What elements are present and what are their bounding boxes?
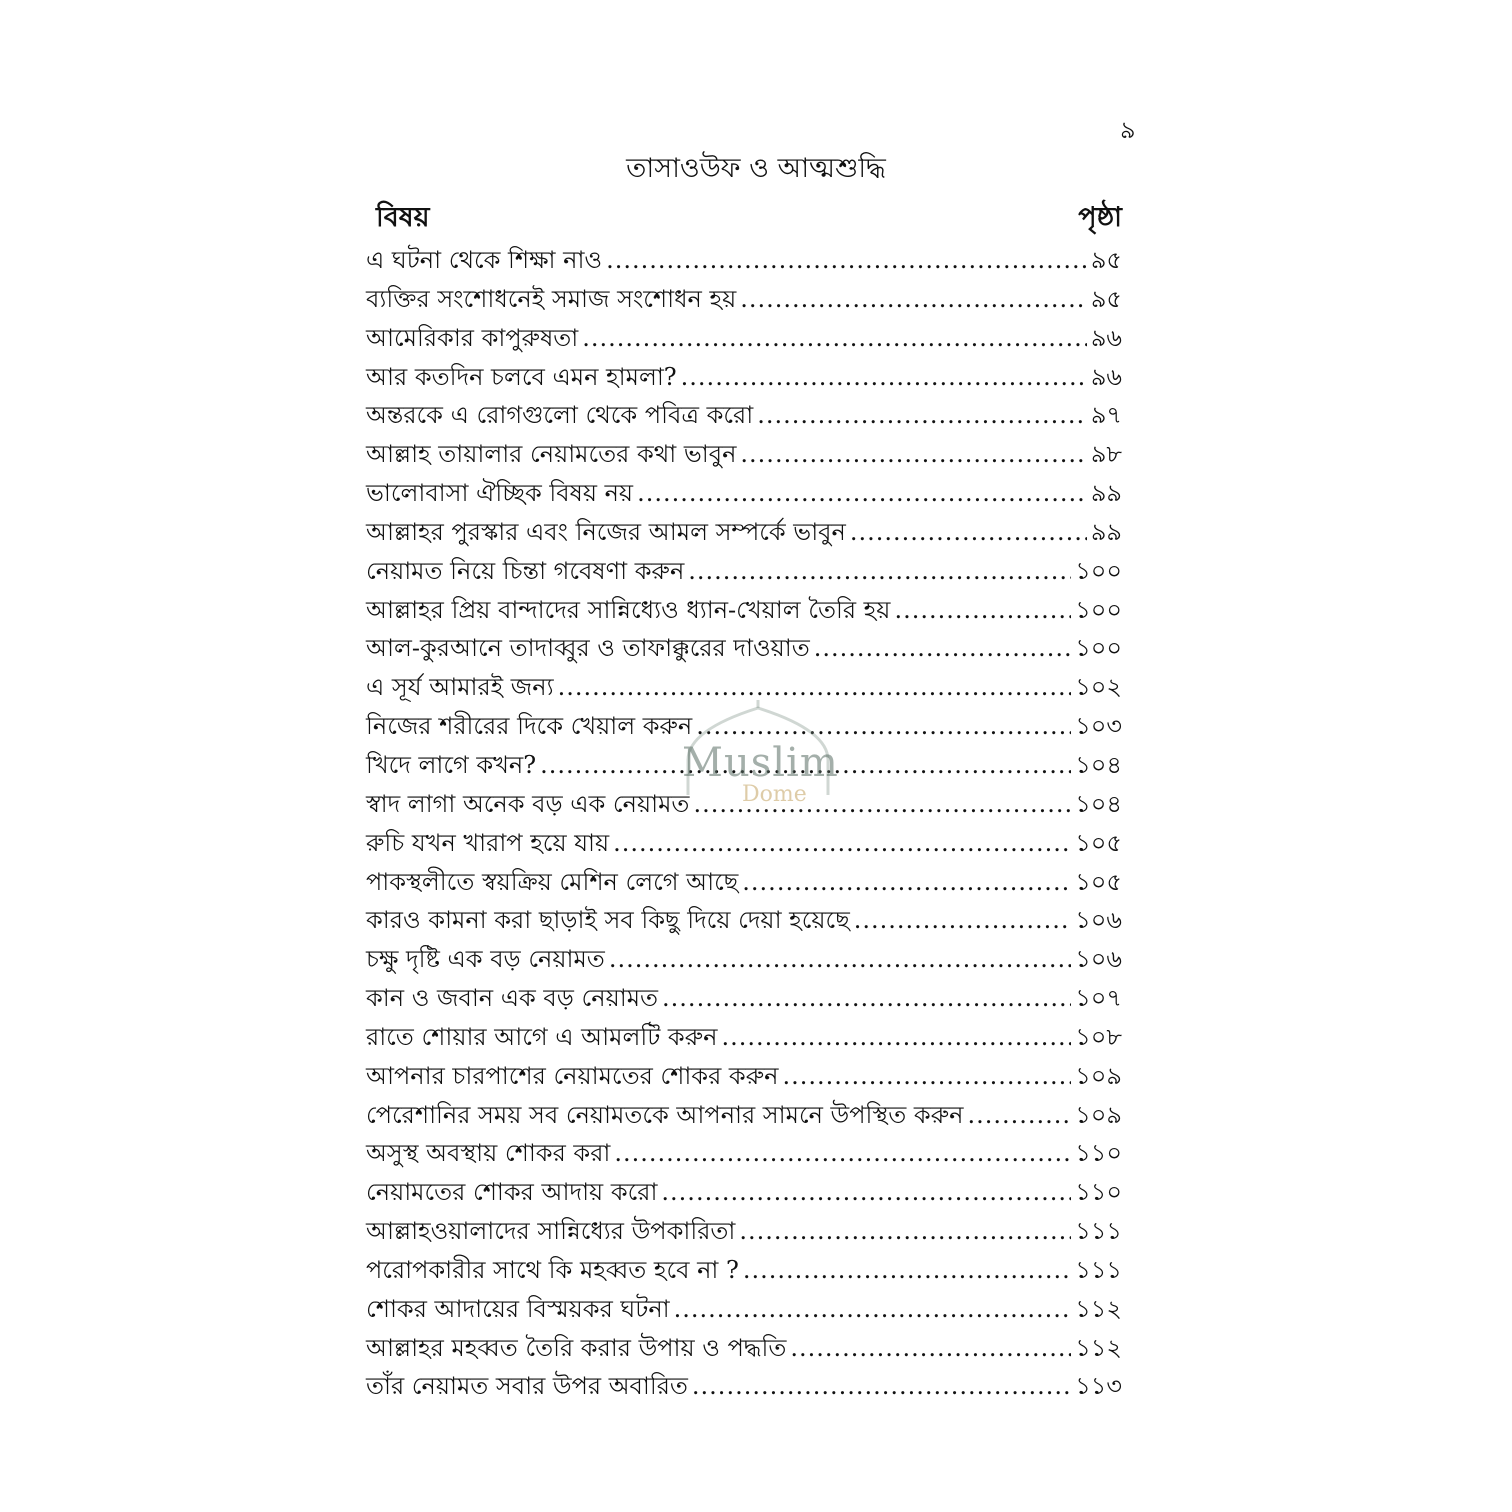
toc-dot-leader	[674, 1295, 1072, 1323]
toc-dot-leader	[739, 1217, 1071, 1245]
toc-entry	[366, 1291, 1122, 1330]
toc-entry	[366, 864, 1122, 903]
toc-entry-title: রাতে শোয়ার আগে এ আমলটি করুন	[366, 1022, 718, 1051]
toc-entry-page: ১০৬	[1075, 906, 1122, 935]
toc-dot-leader	[894, 596, 1071, 624]
toc-entry-title: অসুস্থ অবস্থায় শোকর করা	[366, 1139, 611, 1168]
toc-header-page: পৃষ্ঠা	[1078, 202, 1122, 233]
toc-dot-leader	[662, 984, 1071, 1012]
toc-entry-title: আমেরিকার কাপুরুষতা	[366, 323, 579, 352]
toc-entry	[366, 980, 1122, 1019]
toc-entry-title: অন্তরকে এ রোগগুলো থেকে পবিত্র করো	[366, 401, 754, 430]
toc-entry-page: ১১২	[1075, 1294, 1122, 1323]
toc-entry-title: আল্লাহর পুরস্কার এবং নিজের আমল সম্পর্কে ভাবুন	[366, 517, 846, 546]
toc-dot-leader	[614, 1139, 1071, 1167]
toc-dot-leader	[740, 285, 1087, 313]
toc-entry-title: আল্লাহর মহব্বত তৈরি করার উপায় ও পদ্ধতি	[366, 1333, 787, 1362]
toc-entry	[366, 1097, 1122, 1136]
toc-entry-page: ১০৪	[1075, 750, 1122, 779]
toc-entry-title: শোকর আদায়ের বিস্ময়কর ঘটনা	[366, 1294, 670, 1323]
toc-dot-leader	[740, 440, 1086, 468]
toc-dot-leader	[637, 479, 1087, 507]
toc-entry-page: ৯৬	[1090, 323, 1122, 352]
toc-dot-leader	[721, 1023, 1071, 1051]
toc-entry-title: স্বাদ লাগা অনেক বড় এক নেয়ামত	[366, 789, 690, 818]
toc-entry-title: আল-কুরআনে তাদাব্বুর ও তাফাক্কুরের দাওয়াত	[366, 634, 810, 663]
toc-entry-page: ১১৩	[1075, 1372, 1122, 1401]
toc-list	[366, 242, 1122, 1407]
toc-entry-page: ১০০	[1075, 556, 1122, 585]
toc-dot-leader	[814, 634, 1071, 662]
toc-entry	[366, 630, 1122, 669]
toc-dot-leader	[688, 557, 1071, 585]
toc-entry	[366, 320, 1122, 359]
toc-entry-page: ৯৫	[1090, 284, 1122, 313]
toc-entry-title: আল্লাহর প্রিয় বান্দাদের সান্নিধ্যেও ধ্যান-খেয়াল তৈরি হয়	[366, 595, 891, 624]
toc-entry	[366, 514, 1122, 553]
toc-entry-page: ১০৯	[1075, 1061, 1122, 1090]
toc-entry-page: ১০০	[1075, 595, 1122, 624]
toc-entry	[366, 592, 1122, 631]
toc-entry-title: এ সূর্য আমারই জন্য	[366, 673, 554, 702]
toc-entry-title: ব্যক্তির সংশোধনেই সমাজ সংশোধন হয়	[366, 284, 737, 313]
toc-entry-page: ১১০	[1075, 1139, 1122, 1168]
toc-entry-page: ১০৫	[1075, 867, 1122, 896]
toc-entry-title: নেয়ামত নিয়ে চিন্তা গবেষণা করুন	[366, 556, 685, 585]
toc-entry	[366, 1135, 1122, 1174]
toc-entry-page: ৯৮	[1090, 440, 1122, 469]
book-title: তাসাওউফ ও আত্মশুদ্ধি	[626, 153, 886, 184]
toc-dot-leader	[742, 868, 1071, 896]
toc-entry	[366, 436, 1122, 475]
toc-entry-page: ১০০	[1075, 634, 1122, 663]
watermark-logo	[668, 700, 848, 810]
toc-entry-page: ৯৯	[1090, 479, 1122, 508]
toc-entry-page: ১০৪	[1075, 789, 1122, 818]
toc-entry-page: ১০৩	[1075, 712, 1122, 741]
toc-entry	[366, 242, 1122, 281]
toc-entry-page: ৯৫	[1090, 246, 1122, 274]
toc-dot-leader	[609, 945, 1071, 973]
toc-entry	[366, 902, 1122, 941]
toc-entry	[366, 397, 1122, 436]
toc-entry	[366, 281, 1122, 320]
toc-entry	[366, 553, 1122, 592]
toc-entry	[366, 1174, 1122, 1213]
toc-entry	[366, 359, 1122, 398]
toc-entry-title: পাকস্থলীতে স্বয়ক্রিয় মেশিন লেগে আছে	[366, 867, 739, 896]
toc-entry-page: ১০৬	[1075, 945, 1122, 974]
toc-dot-leader	[850, 518, 1087, 546]
toc-entry	[366, 825, 1122, 864]
toc-entry-title: আল্লাহওয়ালাদের সান্নিধ্যের উপকারিতা	[366, 1217, 736, 1246]
toc-entry-page: ১০৭	[1075, 984, 1122, 1013]
toc-entry-page: ১০৮	[1075, 1022, 1122, 1051]
toc-entry-title: আপনার চারপাশের নেয়ামতের শোকর করুন	[366, 1061, 779, 1090]
toc-entry	[366, 1019, 1122, 1058]
toc-entry-page: ১১১	[1075, 1255, 1122, 1284]
toc-entry	[366, 1213, 1122, 1252]
toc-dot-leader	[558, 673, 1072, 701]
toc-dot-leader	[661, 1178, 1071, 1206]
toc-dot-leader	[613, 829, 1071, 857]
watermark-text: Muslim	[682, 740, 839, 786]
watermark-subtext: Dome	[742, 782, 807, 807]
toc-entry-title: আর কতদিন চলবে এমন হামলা?	[366, 362, 677, 391]
toc-entry	[366, 1058, 1122, 1097]
toc-entry-title: তাঁর নেয়ামত সবার উপর অবারিত	[366, 1372, 688, 1401]
toc-entry-page: ৯৯	[1090, 517, 1122, 546]
toc-dot-leader	[782, 1062, 1071, 1090]
toc-dot-leader	[854, 906, 1071, 934]
toc-entry	[366, 1330, 1122, 1369]
toc-entry-title: নিজের শরীরের দিকে খেয়াল করুন	[366, 712, 693, 741]
toc-entry	[366, 1368, 1122, 1407]
toc-entry-title: নেয়ামতের শোকর আদায় করো	[366, 1178, 658, 1207]
page-number: ৯	[1120, 116, 1136, 144]
toc-entry-page: ১১২	[1075, 1333, 1122, 1362]
toc-entry-title: পরোপকারীর সাথে কি মহব্বত হবে না ?	[366, 1255, 739, 1284]
toc-entry	[366, 941, 1122, 980]
toc-entry-page: ১০৯	[1075, 1100, 1122, 1129]
toc-entry-page: ১০৫	[1075, 828, 1122, 857]
toc-dot-leader	[606, 246, 1087, 274]
toc-header-topic: বিষয়	[376, 202, 430, 233]
toc-dot-leader	[757, 401, 1087, 429]
toc-entry-page: ১১১	[1075, 1217, 1122, 1246]
toc-entry-title: ভালোবাসা ঐচ্ছিক বিষয় নয়	[366, 479, 634, 508]
toc-entry-title: রুচি যখন খারাপ হয়ে যায়	[366, 828, 610, 857]
toc-entry	[366, 475, 1122, 514]
toc-entry-title: আল্লাহ তায়ালার নেয়ামতের কথা ভাবুন	[366, 440, 737, 469]
toc-entry	[366, 1252, 1122, 1291]
toc-dot-leader	[692, 1372, 1071, 1400]
toc-dot-leader	[743, 1256, 1071, 1284]
toc-dot-leader	[582, 324, 1087, 352]
toc-entry-title: কান ও জবান এক বড় নেয়ামত	[366, 984, 659, 1013]
toc-entry-title: এ ঘটনা থেকে শিক্ষা নাও	[366, 246, 603, 274]
toc-entry-title: পেরেশানির সময় সব নেয়ামতকে আপনার সামনে উপস্থিত করুন	[366, 1100, 964, 1129]
toc-dot-leader	[790, 1334, 1071, 1362]
toc-entry-page: ৯৭	[1090, 401, 1122, 430]
toc-entry-title: খিদে লাগে কখন?	[366, 750, 537, 779]
toc-entry-title: কারও কামনা করা ছাড়াই সব কিছু দিয়ে দেয়া হয়েছে	[366, 906, 850, 935]
toc-entry-title: চক্ষু দৃষ্টি এক বড় নেয়ামত	[366, 945, 605, 974]
toc-header	[366, 198, 1122, 242]
toc-entry-page: ৯৬	[1090, 362, 1122, 391]
toc-entry-page: ১১০	[1075, 1178, 1122, 1207]
toc-dot-leader	[681, 363, 1087, 391]
toc-entry-page: ১০২	[1075, 673, 1122, 702]
toc-dot-leader	[967, 1101, 1071, 1129]
